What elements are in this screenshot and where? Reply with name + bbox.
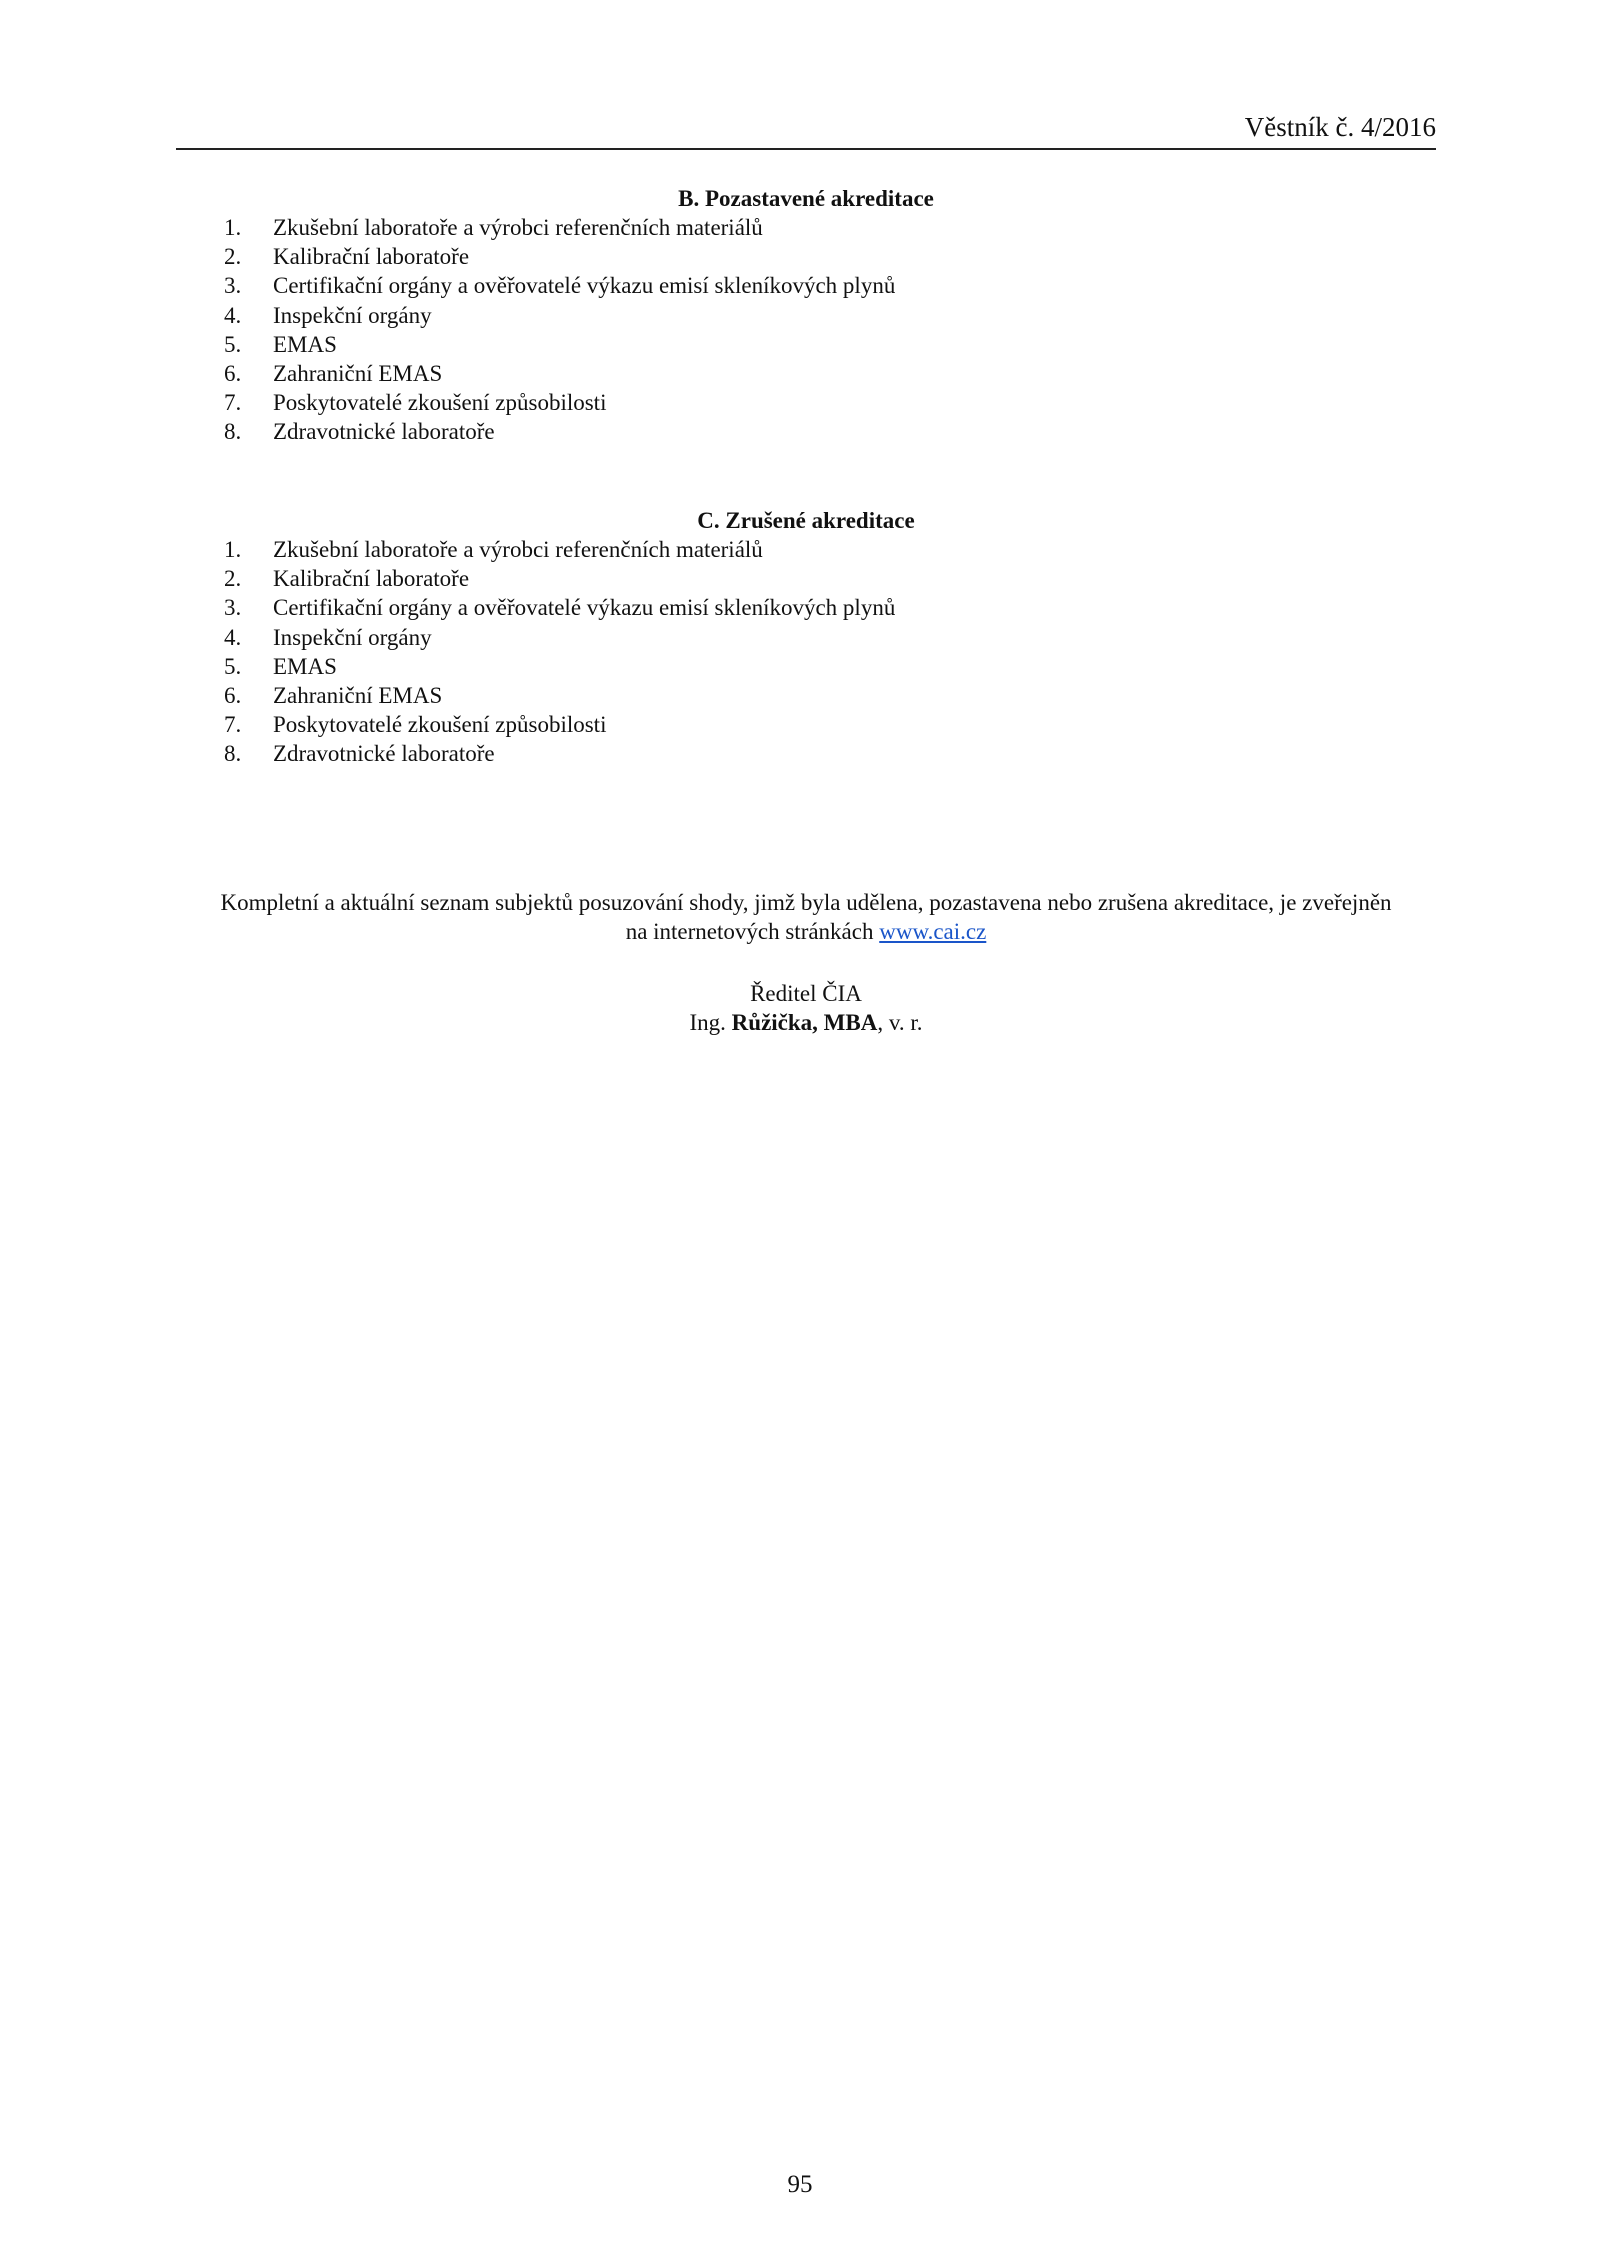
list-item-label: Zkušební laboratoře a výrobci referenčních materiálů	[273, 537, 763, 562]
list-item-label: Zdravotnické laboratoře	[273, 419, 495, 445]
list-item-number: 5.	[224, 331, 242, 357]
note-line-2-text: na internetových stránkách	[625, 919, 880, 944]
list-item	[176, 271, 1436, 300]
list-item-label: Kalibrační laboratoře	[273, 244, 470, 270]
signatory-name	[176, 1008, 1436, 1037]
category-list	[176, 213, 1436, 447]
list-item	[176, 623, 1436, 652]
list-item-number: 3.	[224, 273, 242, 299]
list-item	[176, 681, 1436, 710]
section-cancelled-accreditations	[176, 506, 1436, 769]
list-item-number: 8.	[224, 419, 242, 445]
list-item	[176, 330, 1436, 359]
note-line-2	[176, 917, 1436, 946]
list-item-number: 2.	[224, 566, 242, 592]
list-item-label: Poskytovatelé zkoušení způsobilosti	[273, 712, 607, 738]
list-item	[176, 359, 1436, 388]
list-item-number: 7.	[224, 390, 242, 416]
list-item	[176, 535, 1436, 564]
list-item	[176, 652, 1436, 681]
list-item-label: EMAS	[273, 331, 337, 357]
page-header	[176, 112, 1436, 150]
list-item-number: 6.	[224, 360, 242, 386]
list-item-label: Certifikační orgány a ověřovatelé výkazu emisí skleníkových plynů	[273, 273, 896, 299]
list-item-number: 8.	[224, 741, 242, 767]
signatory-suffix: , v. r.	[877, 1010, 923, 1035]
list-item-label: Kalibrační laboratoře	[273, 566, 470, 592]
list-item	[176, 301, 1436, 330]
list-item	[176, 242, 1436, 271]
list-item-number: 1.	[224, 215, 242, 240]
list-item	[176, 739, 1436, 768]
list-item-label: Zahraniční EMAS	[273, 360, 443, 386]
signatory-surname: Růžička, MBA	[731, 1010, 878, 1035]
list-item-label: Zkušební laboratoře a výrobci referenčních materiálů	[273, 215, 763, 240]
list-item	[176, 710, 1436, 739]
list-item-number: 2.	[224, 244, 242, 270]
list-item-number: 4.	[224, 302, 242, 328]
signatory-role: Ředitel ČIA	[750, 981, 862, 1006]
page-number: 95	[787, 2171, 813, 2198]
list-item-label: Poskytovatelé zkoušení způsobilosti	[273, 390, 607, 416]
category-list	[176, 535, 1436, 769]
list-item-number: 4.	[224, 624, 242, 650]
section-suspended-accreditations	[176, 184, 1436, 447]
list-item-number: 1.	[224, 537, 242, 562]
list-item-number: 7.	[224, 712, 242, 738]
signatory-title: Ing.	[689, 1010, 732, 1035]
list-item-label: Inspekční orgány	[273, 302, 432, 328]
list-item	[176, 213, 1436, 242]
list-item	[176, 593, 1436, 622]
list-item-label: Certifikační orgány a ověřovatelé výkazu emisí skleníkových plynů	[273, 595, 896, 621]
list-item	[176, 417, 1436, 446]
signature-block	[176, 979, 1436, 1037]
list-item-number: 6.	[224, 682, 242, 708]
list-item	[176, 388, 1436, 417]
list-item-label: Inspekční orgány	[273, 624, 432, 650]
cai-website-link[interactable]: www.cai.cz	[879, 919, 987, 944]
list-item-label: Zdravotnické laboratoře	[273, 741, 495, 767]
list-item-number: 3.	[224, 595, 242, 621]
list-item	[176, 564, 1436, 593]
section-heading: C. Zrušené akreditace	[697, 508, 915, 533]
note-line-1: Kompletní a aktuální seznam subjektů posuzování shody, jimž byla udělena, pozastavena nebo zrušena akreditace, je zveřejněn	[220, 890, 1392, 915]
list-item-label: EMAS	[273, 653, 337, 679]
list-item-number: 5.	[224, 653, 242, 679]
section-heading: B. Pozastavené akreditace	[678, 186, 934, 211]
public-list-note	[176, 888, 1436, 946]
header-title: Věstník č. 4/2016	[1244, 112, 1436, 142]
list-item-label: Zahraniční EMAS	[273, 682, 443, 708]
